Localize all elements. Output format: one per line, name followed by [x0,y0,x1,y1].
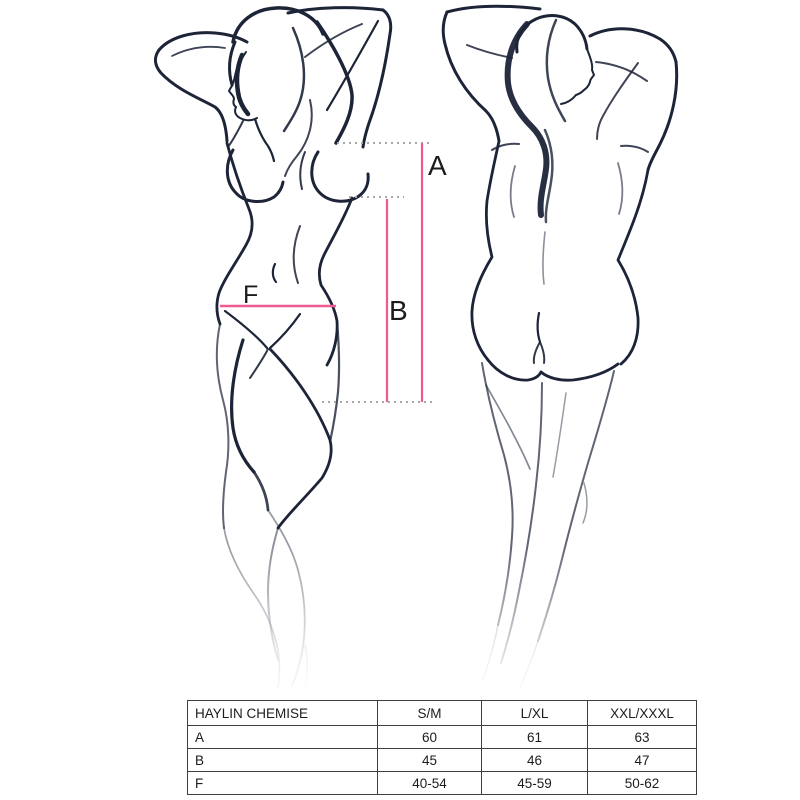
value-cell: 45 [378,749,482,772]
measurement-row-b [188,749,697,772]
value-cell: 50-62 [588,772,697,795]
measurement-label-a: A [428,150,447,181]
row-label: B [188,749,378,772]
measurement-label-b: B [389,295,408,326]
value-cell: 47 [588,749,697,772]
product-name-cell: HAYLIN CHEMISE [188,701,378,726]
value-cell: 61 [482,726,588,749]
back-figure-illustration [443,6,676,689]
value-cell: 46 [482,749,588,772]
value-cell: 63 [588,726,697,749]
row-label: F [188,772,378,795]
size-column-xxlxxxl: XXL/XXXL [588,701,697,726]
size-table [187,700,697,795]
value-cell: 45-59 [482,772,588,795]
row-label: A [188,726,378,749]
value-cell: 60 [378,726,482,749]
size-column-sm: S/M [378,701,482,726]
measurement-label-f: F [243,281,259,309]
size-column-lxl: L/XL [482,701,588,726]
front-figure-illustration [155,8,390,688]
measurement-row-a [188,726,697,749]
measurement-row-f [188,772,697,795]
value-cell: 40-54 [378,772,482,795]
size-table-header-row [188,701,697,726]
